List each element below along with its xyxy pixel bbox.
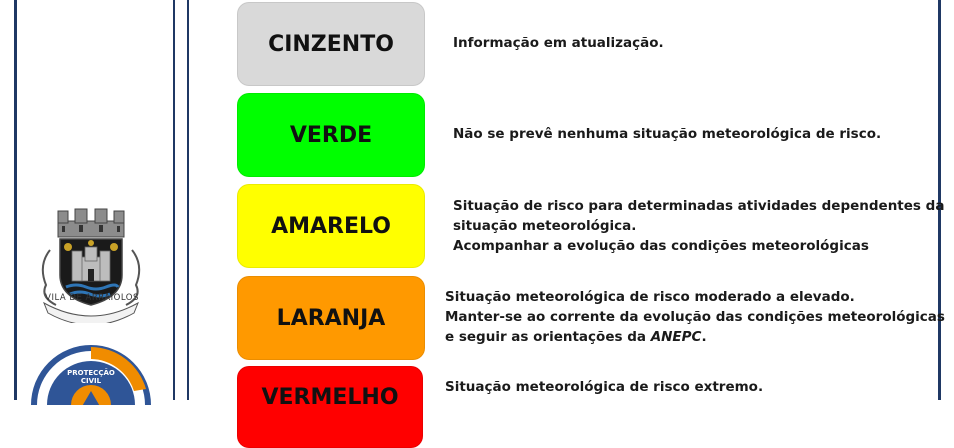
description-line: Informação em atualização. xyxy=(453,35,664,51)
arraiolos-crest-logo xyxy=(30,205,152,323)
level-red-box xyxy=(237,366,423,448)
level-green-label: VERDE xyxy=(289,122,373,148)
level-grey-label: CINZENTO xyxy=(268,31,394,57)
level-grey-description xyxy=(453,33,664,53)
description-tail: . xyxy=(701,329,707,345)
frame-line-left xyxy=(14,0,17,400)
level-red-description xyxy=(445,377,763,397)
level-yellow-box xyxy=(237,184,425,268)
description-line: situação meteorológica. xyxy=(453,218,637,234)
level-orange-box xyxy=(237,276,425,360)
description-text: e seguir as orientações da xyxy=(445,329,646,345)
description-line: Acompanhar a evolução das condições meteorológicas xyxy=(453,238,869,254)
level-orange-description xyxy=(445,287,945,347)
level-yellow-description xyxy=(453,196,944,256)
level-green-box xyxy=(237,93,425,177)
level-green-description xyxy=(453,124,881,144)
description-line: Situação de risco para determinadas atividades dependentes da xyxy=(453,198,945,214)
level-red-label: VERMELHO xyxy=(261,385,399,410)
crest-caption: VILA DE ARRAIOLOS xyxy=(45,293,139,303)
frame-line-mid-left xyxy=(173,0,175,400)
description-line: Situação meteorológica de risco extremo. xyxy=(445,379,764,395)
description-line: Manter-se ao corrente da evolução das condições meteorológicas xyxy=(445,309,945,325)
level-yellow-label: AMARELO xyxy=(271,213,391,239)
description-line: Situação meteorológica de risco moderado a elevado. xyxy=(445,289,855,305)
civil-protection-caption: PROTECÇÃO CIVIL xyxy=(67,369,115,385)
civil-protection-logo xyxy=(30,345,152,405)
description-line: Não se prevê nenhuma situação meteorológica de risco. xyxy=(453,126,882,142)
frame-line-mid-right xyxy=(187,0,189,400)
description-line xyxy=(445,327,945,347)
level-orange-label: LARANJA xyxy=(276,305,386,331)
level-grey-box xyxy=(237,2,425,86)
anepc-emphasis: ANEPC xyxy=(650,329,702,345)
